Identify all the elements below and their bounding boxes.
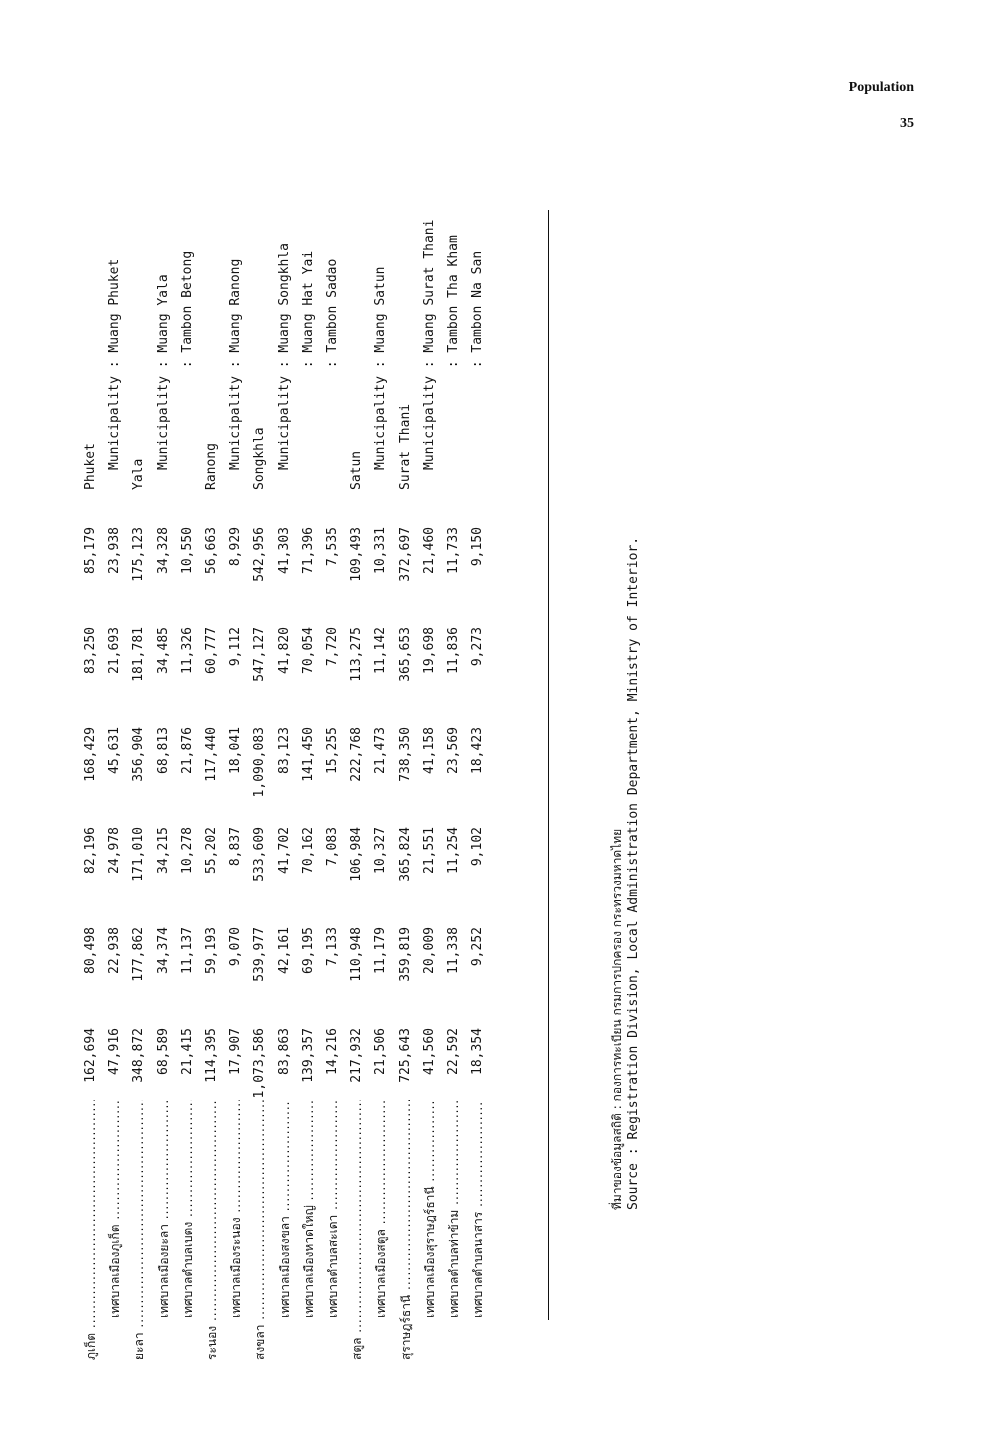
cell-value: 59,193	[204, 927, 219, 974]
row-label-thai: เทศบาลเมืองสตูล .....	[370, 1100, 392, 1318]
table-row	[395, 170, 417, 1370]
cell-value: 70,054	[300, 627, 316, 674]
row-label-thai: ยะลา .....	[128, 1100, 150, 1360]
cell-value: 168,429	[83, 727, 98, 782]
cell-value: 110,948	[349, 927, 365, 982]
cell-value: 34,328	[155, 527, 171, 574]
cell-value: 68,589	[155, 1028, 171, 1075]
cell-value: 60,777	[204, 627, 219, 674]
cell-value: 23,569	[446, 727, 461, 774]
cell-value: 181,781	[131, 627, 147, 682]
table-row	[128, 170, 150, 1370]
row-label-english: : Tambon Tha Kham	[446, 235, 461, 470]
cell-value: 22,592	[446, 1028, 461, 1075]
cell-value: 41,303	[276, 527, 292, 574]
row-label-thai: ระนอง .....	[201, 1100, 223, 1360]
cell-value: 19,698	[421, 627, 437, 674]
cell-value: 69,195	[300, 927, 316, 974]
cell-value: 9,112	[228, 627, 244, 667]
table-row	[104, 170, 126, 1370]
cell-value: 175,123	[131, 527, 147, 582]
cell-value: 41,158	[421, 727, 437, 774]
cell-value: 34,374	[155, 927, 171, 974]
cell-value: 83,123	[276, 727, 292, 774]
cell-value: 9,070	[228, 927, 244, 967]
row-label-thai: เทศบาลตำบลสะเดา .....	[322, 1100, 344, 1318]
cell-value: 34,215	[155, 827, 171, 874]
cell-value: 15,255	[325, 727, 340, 774]
cell-value: 7,133	[325, 927, 340, 967]
row-label-thai: สตูล .....	[346, 1100, 368, 1360]
cell-value: 359,819	[397, 927, 413, 982]
row-label-english: Municipality : Muang Satun	[373, 266, 389, 470]
row-label-english: Municipality : Muang Surat Thani	[421, 219, 437, 470]
cell-value: 18,041	[228, 727, 244, 774]
cell-value: 11,733	[446, 527, 461, 574]
cell-value: 162,694	[83, 1028, 98, 1083]
table-row	[298, 170, 320, 1370]
row-label-english: : Tambon Betong	[179, 250, 195, 470]
cell-value: 34,485	[155, 627, 171, 674]
table-row	[201, 170, 223, 1370]
cell-value: 539,977	[252, 927, 268, 982]
row-label-english: : Tambon Sadao	[325, 258, 340, 470]
cell-value: 22,938	[107, 927, 123, 974]
cell-value: 217,932	[349, 1028, 365, 1083]
cell-value: 41,560	[421, 1028, 437, 1075]
cell-value: 7,720	[325, 627, 340, 667]
page-number: 35	[900, 116, 914, 131]
cell-value: 70,162	[300, 827, 316, 874]
cell-value: 141,450	[300, 727, 316, 782]
row-label-english: Municipality : Muang Songkhla	[276, 243, 292, 470]
cell-value: 85,179	[83, 527, 98, 574]
cell-value: 21,693	[107, 627, 123, 674]
row-label-english: Municipality : Muang Phuket	[107, 258, 123, 470]
cell-value: 177,862	[131, 927, 147, 982]
cell-value: 365,653	[397, 627, 413, 682]
table-row	[153, 170, 175, 1370]
cell-value: 356,904	[131, 727, 147, 782]
row-label-thai: เทศบาลเมืองภูเก็ต .....	[104, 1100, 126, 1318]
row-label-english: : Muang Hat Yai	[300, 250, 316, 470]
cell-value: 11,836	[446, 627, 461, 674]
cell-value: 11,142	[373, 627, 389, 674]
table-row	[346, 170, 368, 1370]
cell-value: 542,956	[252, 527, 268, 582]
cell-value: 1,073,586	[252, 1028, 268, 1099]
cell-value: 547,127	[252, 627, 268, 682]
page-header-title: Population	[848, 80, 914, 95]
cell-value: 47,916	[107, 1028, 123, 1075]
row-label-thai: สงขลา .....	[249, 1100, 271, 1360]
cell-value: 109,493	[349, 527, 365, 582]
cell-value: 533,609	[252, 827, 268, 882]
cell-value: 365,824	[397, 827, 413, 882]
cell-value: 139,357	[300, 1028, 316, 1083]
cell-value: 372,697	[397, 527, 413, 582]
cell-value: 18,423	[470, 727, 486, 774]
cell-value: 41,820	[276, 627, 292, 674]
table-row	[80, 170, 102, 1370]
cell-value: 738,350	[397, 727, 413, 782]
cell-value: 83,250	[83, 627, 98, 674]
cell-value: 348,872	[131, 1028, 147, 1083]
cell-value: 21,460	[421, 527, 437, 574]
cell-value: 45,631	[107, 727, 123, 774]
table-row	[177, 170, 199, 1370]
row-label-english: Municipality : Muang Yala	[155, 274, 171, 470]
row-label-thai: สุราษฎร์ธานี .....	[395, 1100, 417, 1360]
cell-value: 21,551	[421, 827, 437, 874]
cell-value: 21,876	[179, 727, 195, 774]
row-label-english: Municipality : Muang Ranong	[228, 258, 244, 470]
cell-value: 117,440	[204, 727, 219, 782]
cell-value: 18,354	[470, 1028, 486, 1075]
cell-value: 7,535	[325, 527, 340, 567]
cell-value: 41,702	[276, 827, 292, 874]
table-row	[322, 170, 344, 1370]
cell-value: 9,273	[470, 627, 486, 667]
cell-value: 7,083	[325, 827, 340, 867]
row-label-english: : Tambon Na San	[470, 250, 486, 470]
table-row	[225, 170, 247, 1370]
row-label-thai: เทศบาลตำบลเบตง .....	[177, 1100, 199, 1318]
cell-value: 11,326	[179, 627, 195, 674]
row-label-thai: เทศบาลเมืองระนอง .....	[225, 1100, 247, 1318]
cell-value: 11,254	[446, 827, 461, 874]
cell-value: 1,090,083	[252, 727, 268, 798]
cell-value: 55,202	[204, 827, 219, 874]
rotated-table-page	[60, 170, 840, 1370]
row-label-english: Satun	[349, 450, 365, 490]
cell-value: 20,009	[421, 927, 437, 974]
table-row	[443, 170, 465, 1370]
row-label-thai: เทศบาลเมืองสงขลา .....	[274, 1100, 296, 1318]
cell-value: 42,161	[276, 927, 292, 974]
table-row	[419, 170, 441, 1370]
row-label-thai: เทศบาลตำบลนาสาร .....	[467, 1100, 489, 1318]
cell-value: 10,550	[179, 527, 195, 574]
table-row	[249, 170, 271, 1370]
table-row	[274, 170, 296, 1370]
row-label-thai: เทศบาลเมืองหาดใหญ่ .....	[298, 1100, 320, 1318]
table-row	[370, 170, 392, 1370]
cell-value: 11,338	[446, 927, 461, 974]
row-label-english: Yala	[131, 458, 147, 490]
row-label-thai: ภูเก็ต .....	[80, 1100, 102, 1360]
cell-value: 17,907	[228, 1028, 244, 1075]
cell-value: 725,643	[397, 1028, 413, 1083]
row-label-english: Songkhla	[252, 427, 268, 490]
cell-value: 82,196	[83, 827, 98, 874]
cell-value: 24,978	[107, 827, 123, 874]
row-label-english: Phuket	[83, 443, 98, 490]
source-note-thai: ที่มาของข้อมูลสถิติ : กองการทะเบียน กรมการปกครอง กระทรวงมหาดไทย	[610, 828, 624, 1210]
row-label-thai: เทศบาลตำบลท่าข้าม .....	[443, 1100, 465, 1318]
cell-value: 113,275	[349, 627, 365, 682]
cell-value: 14,216	[325, 1028, 340, 1075]
cell-value: 11,179	[373, 927, 389, 974]
cell-value: 10,331	[373, 527, 389, 574]
cell-value: 8,929	[228, 527, 244, 567]
row-label-thai: เทศบาลเมืองยะลา .....	[153, 1100, 175, 1318]
row-label-english: Surat Thani	[397, 403, 413, 490]
cell-value: 9,252	[470, 927, 486, 967]
cell-value: 222,768	[349, 727, 365, 782]
row-label-english: Ranong	[204, 443, 219, 490]
cell-value: 106,984	[349, 827, 365, 882]
cell-value: 10,278	[179, 827, 195, 874]
cell-value: 9,102	[470, 827, 486, 867]
cell-value: 114,395	[204, 1028, 219, 1083]
cell-value: 8,837	[228, 827, 244, 867]
cell-value: 21,415	[179, 1028, 195, 1075]
cell-value: 23,938	[107, 527, 123, 574]
cell-value: 11,137	[179, 927, 195, 974]
table-bottom-rule	[548, 210, 549, 1320]
cell-value: 80,498	[83, 927, 98, 974]
table-row	[467, 170, 489, 1370]
cell-value: 83,863	[276, 1028, 292, 1075]
cell-value: 9,150	[470, 527, 486, 567]
cell-value: 56,663	[204, 527, 219, 574]
cell-value: 21,473	[373, 727, 389, 774]
source-note-english: Source : Registration Division, Local Administration Department, Ministry of Interior.	[626, 536, 641, 1210]
cell-value: 71,396	[300, 527, 316, 574]
cell-value: 10,327	[373, 827, 389, 874]
cell-value: 171,010	[131, 827, 147, 882]
cell-value: 21,506	[373, 1028, 389, 1075]
row-label-thai: เทศบาลเมืองสุราษฎร์ธานี .....	[419, 1100, 441, 1318]
cell-value: 68,813	[155, 727, 171, 774]
